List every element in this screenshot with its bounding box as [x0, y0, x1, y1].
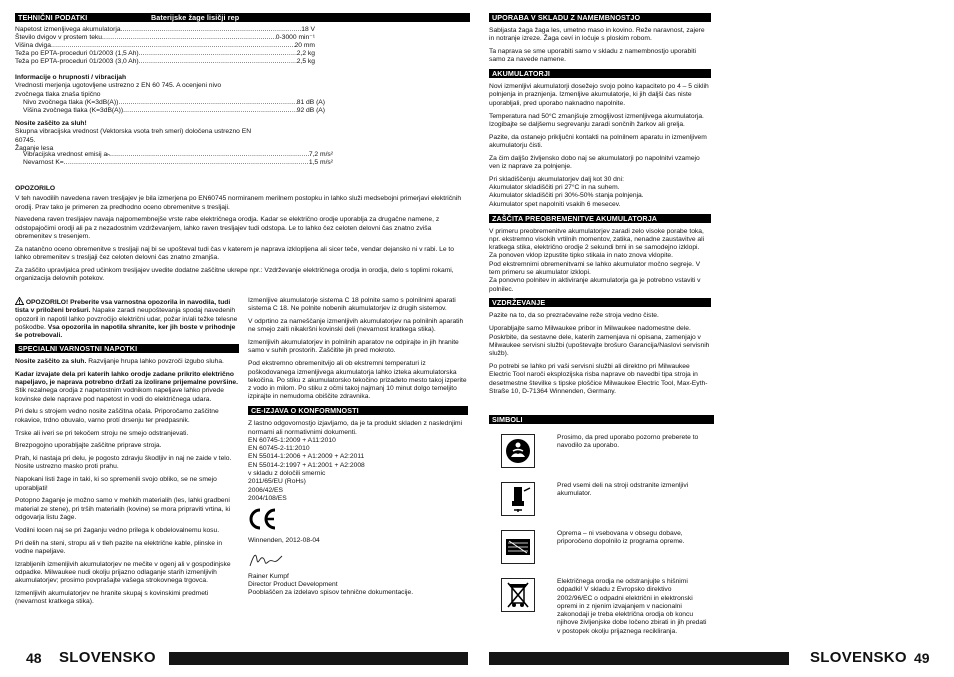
vibration-table: [23, 151, 333, 167]
vibration-row-label: Vibracijska vrednost emisij aₕ: [23, 151, 110, 158]
left-footer: [14, 648, 468, 668]
safety-item: [15, 442, 239, 450]
spec-row: [15, 50, 315, 58]
opozorilo-title: OPOZORILO: [15, 185, 56, 192]
safety-item: [15, 561, 239, 586]
safety-item-text: Pri delih na steni, stropu ali v tleh pazite na električne kable, plinske in vodne napeljave.: [15, 539, 223, 555]
battery-safety-paragraph: Izmenljivih akumulatorjev in polnilnih aparatov ne odpirajte in jih hranite samo v suhih prostorih. Zaščitite jih pred mokroto.: [248, 339, 459, 355]
opozorilo-paragraph: Navedena raven tresljajev navaja najpomembnejše vrste rabe električnega orodja. Kadar se električno orodje uporablja za drugačne namene, z odstopajočimi orodji ali pa z nezadostnim vzdrževanjem, lahko raven tresljajev tudi odstopa. Le to lahko čez celoten delovni čas znatno zviša obremenitev s tresenjem.: [15, 216, 440, 240]
safety-item: [15, 408, 239, 425]
right-section: [489, 13, 711, 65]
section-paragraph: Ta naprava se sme uporabiti samo v skladu z namembnostjo uporabiti samo za navede namene.: [489, 48, 697, 64]
noise-row-label: Nivo zvočnega tlaka (K=3dB(A)): [23, 99, 119, 106]
noise-row-value: 92 dB (A): [296, 106, 325, 114]
weee-bin-icon: [501, 578, 535, 612]
noise-title: Informacije o hrupnosti / vibracijah: [15, 74, 127, 81]
opozorilo-paragraph: Za natančno oceno obremenitve s tresljaji naj bi se upošteval tudi čas v katerem je naprava izklopljena ali sicer teče, vendar dejansko ni v rabi. Le to lahko obremenitev s tresljaji čez celoten delovni čas znatno zmanjša.: [15, 245, 455, 262]
signature: [248, 550, 284, 570]
noise-table: [23, 99, 325, 115]
tech-data-header: [15, 13, 470, 22]
section-paragraph: Pri skladiščenju akumulatorjev dalj kot 30 dni: Akumulator skladiščiti pri 27°C in na suhem. Akumulator skladiščiti pri 30%-50% stanja polnjenja. Akumulator spet napolniti vsakih 6 mesecev.: [489, 175, 644, 208]
spec-table: [15, 26, 315, 66]
right-footer: [489, 648, 941, 668]
tech-data-subtitle: Baterijske žage lisičji rep: [151, 13, 240, 22]
signer-title: Director Product Development: [248, 581, 338, 589]
spec-row-label: Višina dviga: [15, 41, 51, 49]
section-paragraph: Novi izmenljivi akumulatorji dosežejo svojo polno kapaciteto po 4 – 5 ciklih polnjenja in praznjenja. Izmenljive akumulatorje, ki jih daljši čas niste uporabljali, pred uporabo naknadno napolnite.: [489, 83, 709, 107]
safety-item: [15, 371, 239, 404]
ce-norm: EN 55014-1:2006 + A1:2009 + A2:2011: [248, 453, 365, 461]
ce-mark-icon: [248, 508, 278, 530]
spec-row-value: 20 mm: [294, 41, 315, 49]
safety-item: [15, 527, 239, 535]
spec-row-label: Teža po EPTA-proceduri 01/2003 (1,5 Ah): [15, 49, 139, 57]
vibration-block: [15, 120, 255, 153]
right-section: [489, 69, 711, 209]
opozorilo-paragraph: Za zaščito upravljalca pred učinkom tresljajev uvedite dodatne zaščitne ukrepe npr.: Vzdrževanje električnega orodja in orodja, delo s toplimi rokami, organizacija delovnih potekov.: [15, 266, 454, 283]
vibration-row-value: 1,5 m/s²: [308, 158, 333, 166]
section-paragraph: Pazite na to, da so prezračevalne reže stroja vedno čiste.: [489, 312, 659, 320]
language-label-right: SLOVENSKO: [810, 649, 907, 666]
left-footer-bar: [169, 652, 468, 665]
spec-row-label: Napetost izmenljivega akumulatorja: [15, 26, 121, 33]
right-footer-bar: [489, 652, 789, 665]
symbol-text: Oprema – ni vsebovana v obsegu dobave, priporočeno dopolnilo iz programa opreme.: [557, 530, 685, 546]
read-manual-icon: [501, 434, 535, 468]
safety-item-text: Prah, ki nastaja pri delu, je pogosto zdravju škodljiv in naj ne zaide v telo. Nosite ustrezno masko proti prahu.: [15, 455, 232, 471]
safety-item-text: Napokani listi žage in taki, ki so spremenili svojo obliko, se ne smejo uporabljati!: [15, 476, 217, 492]
symbol-row: [489, 578, 714, 636]
vibration-row-value: 7,2 m/s²: [308, 151, 333, 158]
section-header: ZAŠČITA PREOBREMENITVE AKUMULATORJA: [489, 214, 711, 223]
section-paragraph: Temperatura nad 50°C zmanjšuje zmogljivost izmenljivega akumulatorja. Izogibajte se daljšemu segrevanju zaradi sončnih žarkov ali grelja.: [489, 112, 704, 128]
ce-norm: EN 60745-2-11:2010: [248, 445, 310, 453]
symbol-text: Pred vsemi deli na stroji odstranite izmenljivi akumulator.: [557, 482, 689, 498]
vibration-intro: Skupna vibracijska vrednost (Vektorska vsota treh smeri) določena ustrezno EN 60745.: [15, 128, 252, 144]
noise-row-value: 81 dB (A): [296, 99, 325, 106]
warning-text: Napake zaradi neupoštevanja spodaj navedenih opozoril in napotil lahko povzročijo električni udar, požar in/ali težke telesne poškodbe.: [15, 307, 238, 331]
ce-header: CE-IZJAVA O KONFORMNOSTI: [248, 406, 468, 415]
language-label-left: SLOVENSKO: [59, 649, 156, 666]
noise-row-label: Višina zvočnega tlaka (K=3dB(A)): [23, 106, 124, 114]
battery-safety-paragraph: Pod ekstremno obremenitvijo ali ob ekstremni temperaturi iz poškodovanega izmenljivega akumulatorja lahko izteka akumulatorska tekočina. Po stiku z akumulatorsko tekočino prizadeto mesto takoj izperite z vodo in milom. Po stiku z očmi takoj najmanj 10 minut dolgo temeljito izpirajte in nemudoma obiščite zdravnika.: [248, 360, 467, 401]
section-header: UPORABA V SKLADU Z NAMEMBNOSTJO: [489, 13, 711, 22]
safety-item-text: Potopno žaganje je možno samo v mehkih materialih (les, lahki gradbeni material ze stene), pri trših materialih (kovine) se mora pripraviti vrtina, ki odgovarja listu žage.: [15, 497, 231, 521]
safety-item-text: Pri delu s strojem vedno nosite zaščitna očala. Priporočamo zaščitne rokavice, trdno obuvalo, varno protí drsenju ter predpasnik.: [15, 408, 219, 424]
safety-item: [15, 430, 239, 438]
symbol-text: Prosimo, da pred uporabo pozorno preberete to navodilo za uporabo.: [557, 434, 699, 450]
safety-item: [15, 358, 239, 366]
safety-item: [15, 540, 239, 557]
battery-safety-column: [248, 297, 468, 598]
right-section: [489, 214, 711, 294]
section-paragraph: V primeru preobremenitve akumulatorjev zaradi zelo visoke porabe toka, npr. ekstremno visokih vrtilnih momentov, zatika, nenadne zaustavitve ali kratkega stika, električno orodje 2 sekundi brni in se samodejno izklopi. Za ponoven vklop izpustite tipko stikala in nato znova vklopite. Pod ekstremnimi obremenitvami se lahko akumulator močno segreje. V tem primeru se akumulator izklopi. Za ponovno polnitev in aktiviranje akumulatorja ga je potrebno vstaviti v polnilec.: [489, 227, 705, 293]
safety-item-text: Trske ali iveri se pri tekočem stroju ne smejo odstranjevati.: [15, 429, 189, 437]
page-number-right: 49: [914, 650, 930, 666]
warning-keep-text: Vsa opozorila in napotila shranite, ker jih boste v prihodnje še potrebovali.: [15, 323, 236, 340]
symbol-row: [489, 530, 714, 568]
ce-norm: EN 55014-2:1997 + A1:2001 + A2:2008: [248, 461, 365, 469]
safety-item-text: Izrabljenih izmenljivih akumulatorjev ne mečite v ogenj ali v gospodinjske odpadke. Milwaukee nudi okolju prijazno odlaganje starih izmenljivih akumulatorjev; prosimo povprašajte vašega strokovnega trgovca.: [15, 560, 231, 585]
right-column: [489, 13, 711, 401]
safety-item-text: Brezpogojno uporabljajte zaščitne priprave stroja.: [15, 442, 162, 450]
battery-safety-paragraph: V odprtino za nameščanje izmenljivih akumulatorjev na polnilnih aparatih ne smejo zaiti nikakršni kovinski deli (nevarnost kratkega stika).: [248, 318, 464, 334]
ce-paragraph: Z lastno odgovornostjo izjavljamo, da je ta produkt skladen z naslednjimi normami ali normativnimi dokumenti.: [248, 420, 463, 436]
ce-norm: v skladu z določili smernic: [248, 470, 326, 478]
tech-data-title: TEHNIČNI PODATKI: [18, 13, 88, 22]
spec-row-value: 18 V: [301, 26, 315, 33]
opozorilo-block: [15, 185, 467, 288]
spec-row-label: Število dvigov v prostem teku: [15, 33, 102, 41]
place-date: Winnenden, 2012-08-04: [248, 537, 320, 545]
noise-row: [23, 99, 325, 107]
symbol-row: [489, 482, 714, 520]
warning-bold-text: OPOZORILO! Preberite vsa varnostna opozorila in navodila, tudi tista v priloženi brošuri.: [15, 299, 231, 315]
spec-row-label: Teža po EPTA-proceduri 01/2003 (3,0 Ah): [15, 57, 139, 65]
section-paragraph: Uporabljajte samo Milwaukee pribor in Milwaukee nadomestne dele. Poskrbite, da sestavne dele, katerih zamenjava ni opisana, zamenjajo v Milwaukee servisni službi (upoštevajte brošuro Garancija/Naslovi servisnih služb).: [489, 325, 710, 358]
remove-battery-icon: [501, 482, 535, 516]
safety-item-text: Izmenljivih akumulatorjev ne hranite skupaj s kovinskimi predmeti (nevarnost kratkega stika).: [15, 590, 209, 606]
spec-row-value: 0-3000 min⁻¹: [275, 33, 315, 41]
ce-norm: 2011/65/EU (RoHs): [248, 478, 306, 486]
noise-intro: Vrednosti merjenja ugotovljene ustrezno z EN 60 745. A ocenjeni nivo zvočnega tlaka znaša tipično: [15, 82, 222, 98]
symbol-row: [489, 434, 714, 472]
battery-safety-paragraph: Izmenljive akumulatorje sistema C 18 polnite samo s polnilnimi aparati sistema C 18. Ne polnite nobenih akumulatorjev iz drugih sistemov.: [248, 297, 456, 313]
ce-norm: 2004/108/ES: [248, 494, 287, 502]
safety-column: [15, 297, 239, 611]
symbol-text: Električnega orodja ne odstranjujte s hišnimi odpadki! V skladu z Evropsko direktivo 2002/96/EC o odpadni električni in elektronski opremi in z njenim izvajanjem v nacionalni zakonodaji je treba električna orodja ob koncu njihove življenjske dobe ločeno zbirati in jih predati v postopek okolju prijaznega recikliranja.: [557, 578, 707, 635]
spec-row: [15, 26, 315, 34]
safety-item-text: Razvijanje hrupa lahko povzroči izgubo sluha.: [86, 357, 224, 365]
noise-row: [23, 107, 325, 115]
safety-item-text: Stik rezalnega orodja z napetostnim vodnikom napeljave lahko privede kovinske dele naprave pod napetost in vodi do električnega udara.: [15, 387, 224, 403]
special-safety-header: SPECIALNI VARNOSTNI NAPOTKI: [15, 344, 239, 353]
spec-row: [15, 34, 315, 42]
ce-norm: 2006/42/ES: [248, 486, 283, 494]
section-paragraph: Za čim daljšo življensko dobo naj se akumulatorji po napolnitvi vzamejo ven iz naprave za polnjenje.: [489, 154, 700, 171]
spec-row-value: 2,2 kg: [296, 49, 315, 57]
safety-item: [15, 455, 239, 472]
ce-norm: EN 60745-1:2009 + A11:2010: [248, 436, 336, 444]
section-header: VZDRŽEVANJE: [489, 298, 711, 307]
safety-item-text: Vodilni locen naj se pri žaganju vedno prilega k obdelovalnemu kosu.: [15, 526, 220, 534]
spec-row: [15, 58, 315, 66]
general-warning: [15, 297, 239, 340]
page-number-left: 48: [26, 650, 42, 666]
opozorilo-paragraph: V teh navodilih navedena raven tresljajev je bila izmerjena po EN60745 normiranem merilnem postopku in lahko služi medsebojni primerjavi električnih orodij. Prav tako je primeren za predhodno oceno obremenitve s tresljaji.: [15, 195, 462, 211]
vibration-title: Nosite zaščito za sluh!: [15, 120, 87, 127]
symbols-section: [489, 415, 714, 646]
vibration-row: [23, 159, 333, 167]
safety-item-bold: Nosite zaščito za sluh.: [15, 357, 87, 365]
section-paragraph: Pazite, da ostanejo priključni kontakti na polnilnem aparatu in izmenljivem akumulatorju čisti.: [489, 133, 707, 149]
warning-triangle-icon: [15, 297, 24, 305]
right-section: [489, 298, 711, 396]
vibration-sub: Žaganje lesa: [15, 144, 54, 152]
section-paragraph: Sabljasta žaga žaga les, umetno maso in kovino. Reže naravnost, zajere in notranje izreze. Žaga ceví in ločuje s ploskim robom.: [489, 27, 705, 43]
vibration-row-label: Nevarnost K=: [23, 158, 64, 166]
noise-block: [15, 74, 455, 99]
spec-row-value: 2,5 kg: [296, 57, 315, 65]
safety-item: [15, 590, 239, 607]
symbols-header: SIMBOLI: [489, 415, 714, 424]
safety-item: [15, 476, 239, 493]
section-paragraph: Po potrebi se lahko pri vaši servisni službi ali direktno pri Milwaukee Electric Tool naroči eksplozijska risba naprave ob navedbi tipa stroja in desetmestne številke s tipske ploščice Milwaukee Electric Tool, Max-Eyth-Straße 10, D-71364 Winnenden, Germany.: [489, 362, 708, 395]
spec-row: [15, 42, 315, 50]
section-header: AKUMULATORJI: [489, 69, 711, 78]
signer-name: Rainer Kumpf: [248, 572, 289, 580]
accessory-not-included-icon: [501, 530, 535, 564]
vibration-row: [23, 151, 333, 159]
safety-item: [15, 497, 239, 522]
signer-authorization: Pooblaščen za izdelavo spisov tehnične dokumentacije.: [248, 589, 414, 597]
ce-mark: [248, 508, 468, 532]
safety-item-bold: Kadar izvajate dela pri katerih lahko orodje zadane prikrito električno napeljavo, je naprava potrebno držati za izolirane prijemalne površine.: [15, 370, 238, 387]
